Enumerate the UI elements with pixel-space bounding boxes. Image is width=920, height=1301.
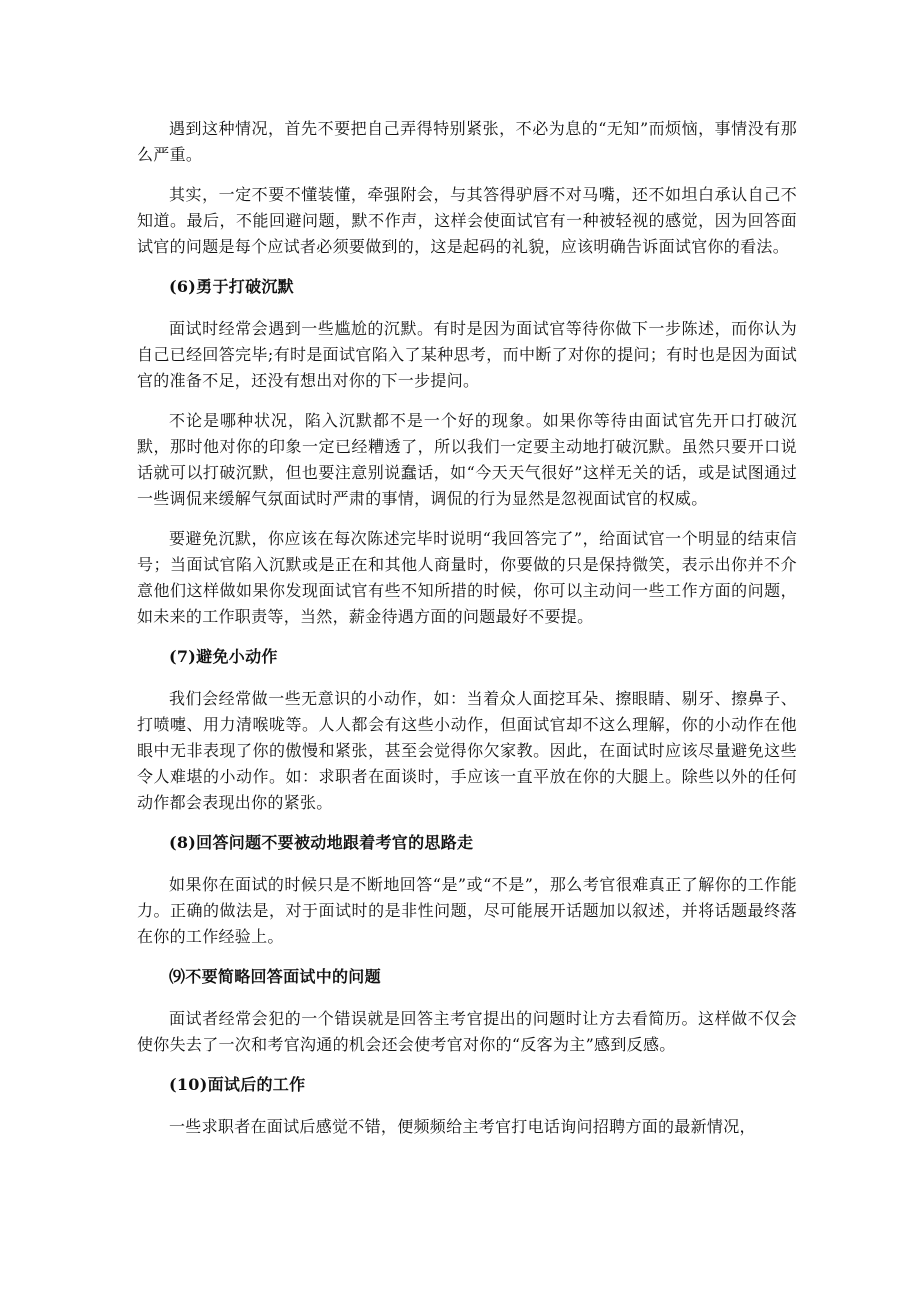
section-heading: (8)回答问题不要被动地跟着考官的思路走 — [169, 833, 474, 852]
document-page — [137, 116, 797, 1154]
paragraph: 如果你在面试的时候只是不断地回答“是”或“不是”，那么考官很难真正了解你的工作能力。正确的做法是，对于面试时的是非性问题，尽可能展开话题加以叙述，并将话题最终落在你的工作经验上。 — [137, 875, 797, 946]
paragraph: 我们会经常做一些无意识的小动作，如：当着众人面挖耳朵、擦眼睛、剔牙、擦鼻子、打喷嚏、用力清喉咙等。人人都会有这些小动作，但面试官却不这么理解，你的小动作在他眼中无非表现了你的傲慢和紧张，甚至会觉得你欠家教。因此，在面试时应该尽量避免这些令人难堪的小动作。如：求职者在面谈时，手应该一直平放在你的大腿上。除些以外的任何动作都会表现出你的紧张。 — [137, 689, 797, 812]
paragraph: 面试时经常会遇到一些尴尬的沉默。有时是因为面试官等待你做下一步陈述，而你认为自己已经回答完毕;有时是面试官陷入了某种思考，而中断了对你的提问；有时也是因为面试官的准备不足，还没有想出对你的下一步提问。 — [137, 319, 797, 390]
section-heading: (6)勇于打破沉默 — [169, 277, 294, 296]
section-heading: ⑼不要简略回答面试中的问题 — [169, 967, 381, 986]
paragraph: 不论是哪种状况，陷入沉默都不是一个好的现象。如果你等待由面试官先开口打破沉默，那时他对你的印象一定已经糟透了，所以我们一定要主动地打破沉默。虽然只要开口说话就可以打破沉默，但也要注意别说蠢话，如“今天天气很好”这样无关的话，或是试图通过一些调侃来缓解气氛面试时严肃的事情，调侃的行为显然是忽视面试官的权威。 — [137, 411, 797, 508]
paragraph: 一些求职者在面试后感觉不错，便频频给主考官打电话询问招聘方面的最新情况， — [169, 1117, 756, 1136]
paragraph: 其实，一定不要不懂装懂，牵强附会，与其答得驴唇不对马嘴，还不如坦白承认自己不知道。最后，不能回避问题，默不作声，这样会使面试官有一种被轻视的感觉，因为回答面试官的问题是每个应试者必须要做到的，这是起码的礼貌，应该明确告诉面试官你的看法。 — [137, 185, 797, 256]
paragraph: 要避免沉默，你应该在每次陈述完毕时说明“我回答完了”，给面试官一个明显的结束信号；当面试官陷入沉默或是正在和其他人商量时，你要做的只是保持微笑，表示出你并不介意他们这样做如果你发现面试官有些不知所措的时候，你可以主动问一些工作方面的问题，如未来的工作职责等，当然，薪金待遇方面的问题最好不要提。 — [137, 529, 797, 626]
paragraph: 遇到这种情况，首先不要把自己弄得特别紧张，不必为息的“无知”而烦恼，事情没有那么严重。 — [137, 119, 797, 164]
paragraph: 面试者经常会犯的一个错误就是回答主考官提出的问题时让方去看简历。这样做不仅会使你失去了一次和考官沟通的机会还会使考官对你的“反客为主”感到反感。 — [137, 1009, 797, 1054]
section-heading: (10)面试后的工作 — [169, 1075, 306, 1094]
section-heading: (7)避免小动作 — [169, 647, 278, 666]
